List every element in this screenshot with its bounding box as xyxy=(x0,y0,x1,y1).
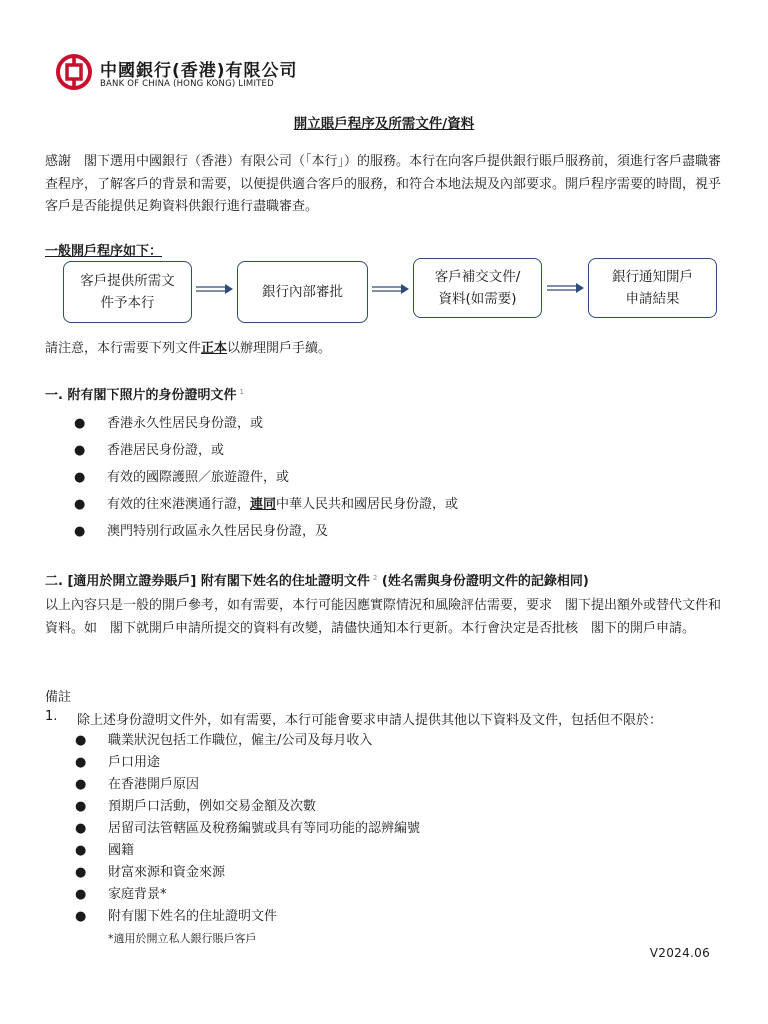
step-3-line-1: 客戶補交文件/ xyxy=(434,269,521,285)
list-item xyxy=(75,884,420,906)
step-4-line-2: 申請結果 xyxy=(625,291,680,307)
list-item-text: 有效的國際護照／旅遊證件，或 xyxy=(107,470,290,485)
boc-logo-icon xyxy=(56,54,92,90)
arrow-right-icon xyxy=(547,282,585,296)
list-item-text: 家庭背景* xyxy=(108,887,167,902)
list-item xyxy=(75,774,420,796)
remark-1-text: 除上述身份證明文件外，如有需要，本行可能會要求申請人提供其他以下資料及文件，包括但不限於： xyxy=(77,713,663,728)
list-item xyxy=(74,410,458,437)
section-2-heading-text: 二. [適用於開立證券賬戶] 附有閣下姓名的住址證明文件 xyxy=(45,574,370,589)
bullet-icon: ● xyxy=(74,524,86,539)
list-item xyxy=(75,796,420,818)
list-item xyxy=(74,464,458,491)
bullet-icon: ● xyxy=(75,755,87,770)
notice-after: 以辦理開戶手續。 xyxy=(227,341,332,356)
list-item xyxy=(74,491,458,518)
bullet-icon: ● xyxy=(74,443,86,458)
list-item-text: 香港居民身份證，或 xyxy=(107,443,225,458)
list-item-text: 國籍 xyxy=(108,843,135,858)
arrow-right-icon xyxy=(372,283,410,297)
step-1-line-2: 件予本行 xyxy=(100,295,155,311)
remarks-title: 備註 xyxy=(45,690,72,705)
list-item-text: 香港永久性居民身份證，或 xyxy=(107,416,264,431)
section-2-heading xyxy=(45,570,589,589)
bullet-icon: ● xyxy=(75,733,87,748)
step-1-line-1: 客戶提供所需文 xyxy=(80,273,175,289)
bullet-icon: ● xyxy=(75,865,87,880)
bank-name-en: BANK OF CHINA (HONG KONG) LIMITED xyxy=(100,79,274,89)
list-item-text: 居留司法管轄區及稅務編號或具有等同功能的認辨編號 xyxy=(108,821,421,836)
list-item xyxy=(74,518,458,545)
bullet-icon: ● xyxy=(74,470,86,485)
footnote-ref-2: 2 xyxy=(372,573,378,582)
list-item xyxy=(75,840,420,862)
section-1-heading xyxy=(45,384,244,403)
bank-name-zh: 中國銀行(香港)有限公司 xyxy=(100,61,298,81)
step-4-line-1: 銀行通知開戶 xyxy=(612,269,693,285)
arrow-right-icon xyxy=(196,283,234,297)
list-item xyxy=(75,730,420,752)
list-item-text: 在香港開戶原因 xyxy=(108,777,200,792)
list-item xyxy=(75,862,420,884)
general-note-paragraph: 以上內容只是一般的開戶參考，如有需要，本行可能因應實際情況和風險評估需要，要求 閣下提出額外或替代文件和資料。如 閣下就開戶申請所提交的資料有改變，請儘快通知本行更新。本行會決定是否批核 閣下的開戶申請。 xyxy=(45,598,722,636)
id-document-list xyxy=(74,410,458,545)
bullet-icon: ● xyxy=(74,416,86,431)
step-3-line-2: 資料(如需要) xyxy=(438,291,517,307)
remark-number: 1. xyxy=(45,709,58,724)
footnote-ref-1: 1 xyxy=(239,387,244,396)
section-2-heading-note: (姓名需與身份證明文件的記錄相同) xyxy=(381,574,589,589)
list-item-text: 財富來源和資金來源 xyxy=(108,865,226,880)
bullet-icon: ● xyxy=(75,799,87,814)
bullet-icon: ● xyxy=(75,909,87,924)
originals-notice xyxy=(45,338,725,361)
bullet-icon: ● xyxy=(74,497,86,512)
bullet-icon: ● xyxy=(75,843,87,858)
list-item-emphasis: 連同 xyxy=(250,497,277,512)
notice-before: 請注意，本行需要下列文件 xyxy=(45,341,202,356)
additional-info-list xyxy=(75,730,420,928)
list-item-text: 預期戶口活動，例如交易金額及次數 xyxy=(108,799,317,814)
list-item-text: 戶口用途 xyxy=(108,755,161,770)
process-step-1 xyxy=(63,261,192,323)
bullet-icon: ● xyxy=(75,887,87,902)
process-step-3 xyxy=(413,258,542,318)
page-title: 開立賬戶程序及所需文件/資料 xyxy=(293,116,475,132)
list-item-text: 中華人民共和國居民身份證，或 xyxy=(276,497,459,512)
list-item-text: 澳門特別行政區永久性居民身份證，及 xyxy=(107,524,329,539)
process-heading: 一般開戶程序如下： xyxy=(45,244,163,259)
bank-logo xyxy=(56,52,306,94)
list-item xyxy=(75,818,420,840)
remark-footnote: *適用於開立私人銀行賬戶客戶 xyxy=(108,932,257,945)
process-step-2 xyxy=(237,261,368,323)
section-1-heading-text: 一. 附有閣下照片的身份證明文件 xyxy=(45,388,237,403)
bullet-icon: ● xyxy=(75,821,87,836)
list-item-text: 職業狀況包括工作職位，僱主/公司及每月收入 xyxy=(108,733,373,748)
step-2-line-1: 銀行內部審批 xyxy=(262,284,343,300)
version-label: V2024.06 xyxy=(649,946,710,960)
list-item-text: 附有閣下姓名的住址證明文件 xyxy=(108,909,278,924)
list-item-text: 有效的往來港澳通行證， xyxy=(107,497,251,512)
process-step-4 xyxy=(588,258,717,318)
notice-emphasis: 正本 xyxy=(201,341,228,356)
list-item xyxy=(75,906,420,928)
bullet-icon: ● xyxy=(75,777,87,792)
list-item xyxy=(74,437,458,464)
intro-paragraph: 感謝 閣下選用中國銀行（香港）有限公司（「本行」）的服務。本行在向客戶提供銀行賬戶服務前，須進行客戶盡職審查程序，了解客戶的背景和需要，以便提供適合客戶的服務，和符合本地法規及內部要求。開戶程序需要的時間，視乎客戶是否能提供足夠資料供銀行進行盡職審查。 xyxy=(45,154,722,214)
list-item xyxy=(75,752,420,774)
